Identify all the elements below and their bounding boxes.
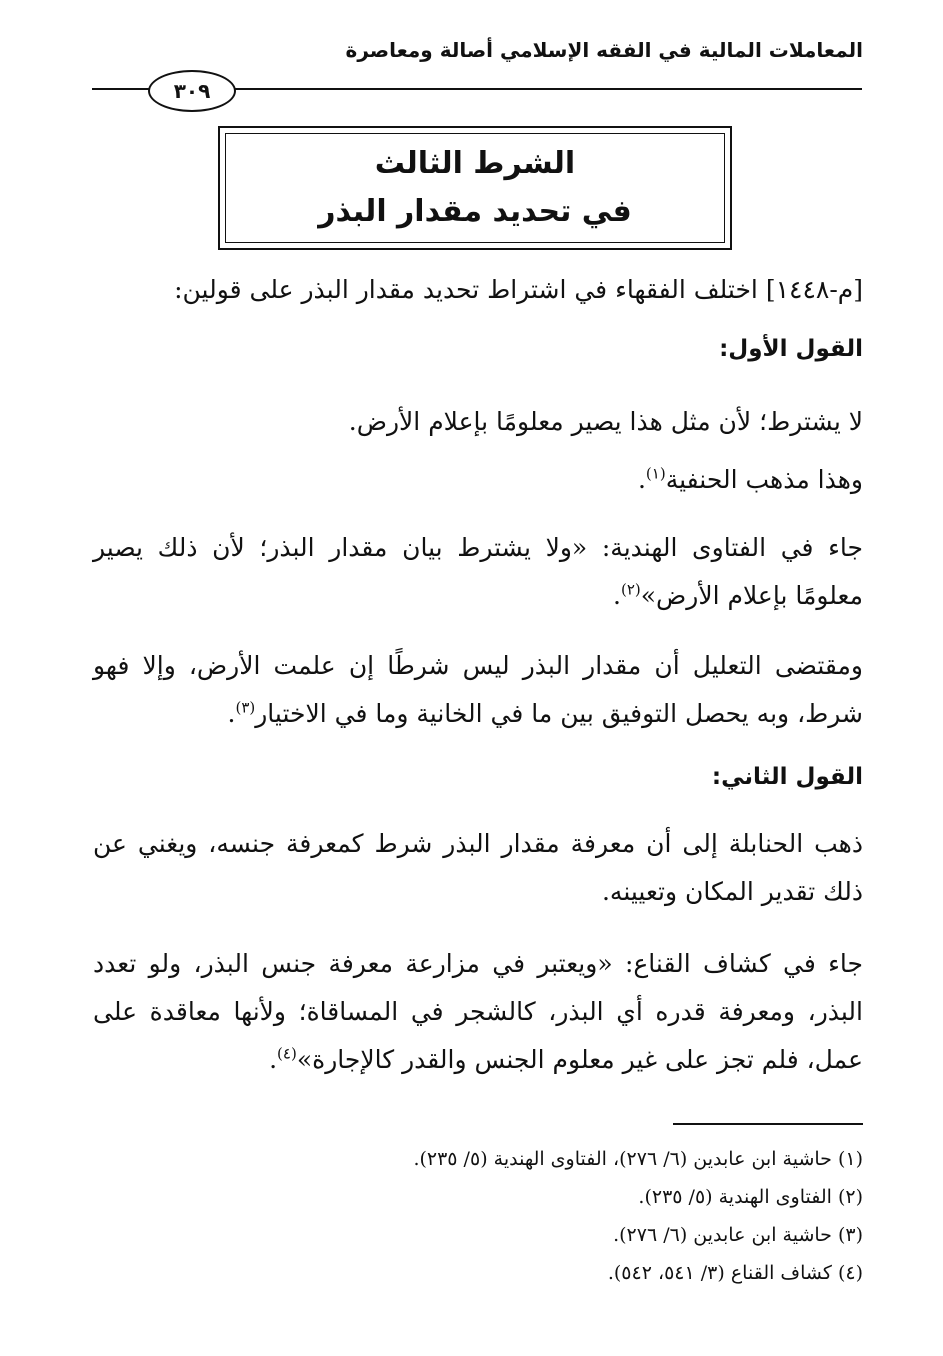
footnotes: [93, 1140, 863, 1292]
footnote-separator: [673, 1123, 863, 1125]
paragraph-first-opinion: لا يشترط؛ لأن مثل هذا يصير معلومًا بإعلام الأرض.: [348, 407, 863, 436]
paragraph-fatawa-hindiyya: جاء في الفتاوى الهندية: «ولا يشترط بيان مقدار البذر؛ لأن ذلك يصير معلومًا بإعلام الأرض»$^{(٢)}$.: [93, 533, 863, 610]
footnote-ref-2: (٢): [620, 580, 641, 599]
page-number: ٣٠٩: [148, 70, 236, 112]
footnote-item: (٣) حاشية ابن عابدين (٦/ ٢٧٦).: [613, 1224, 863, 1246]
footnote-item: (٢) الفتاوى الهندية (٥/ ٢٣٥).: [638, 1186, 863, 1208]
section-title-line-2: في تحديد مقدار البذر: [318, 194, 632, 229]
heading-second-opinion: القول الثاني:: [711, 764, 863, 790]
paragraph-reconciliation: ومقتضى التعليل أن مقدار البذر ليس شرطًا إن علمت الأرض، وإلا فهو شرط، وبه يحصل التوفيق بين ما في الخانية وما في الاختيار$^{(٣)}$.: [93, 651, 863, 728]
section-title-line-1: الشرط الثالث: [374, 146, 576, 181]
paragraph-hanafi: وهذا مذهب الحنفية$^{(١)}$.: [637, 464, 863, 494]
section-title-box: [218, 126, 732, 250]
paragraph-fatawa-hindiyya-text: جاء في الفتاوى الهندية: «ولا يشترط بيان مقدار البذر؛ لأن ذلك يصير معلومًا بإعلام الأرض»: [93, 533, 863, 610]
footnote-ref-1: (١): [645, 464, 666, 483]
paragraph-kashshaf-text: جاء في كشاف القناع: «ويعتبر في مزارعة معرفة جنس البذر، ولو تعدد البذر، ومعرفة قدره أي البذر، كالشجر في المساقاة؛ ولأنها معاقدة على عمل، فلم تجز على غير معلوم الجنس والقدر كالإجارة»: [93, 949, 863, 1074]
footnote-item: (١) حاشية ابن عابدين (٦/ ٢٧٦)، الفتاوى الهندية (٥/ ٢٣٥).: [413, 1148, 863, 1170]
running-header: المعاملات المالية في الفقه الإسلامي أصالة ومعاصرة: [345, 38, 863, 62]
paragraph-kashshaf: جاء في كشاف القناع: «ويعتبر في مزارعة معرفة جنس البذر، ولو تعدد البذر، ومعرفة قدره أي البذر، كالشجر في المساقاة؛ ولأنها معاقدة على عمل، فلم تجز على غير معلوم الجنس والقدر كالإجارة»$^{(٤)}$.: [93, 949, 863, 1074]
paragraph-hanbali: ذهب الحنابلة إلى أن معرفة مقدار البذر شرط كمعرفة جنسه، ويغني عن ذلك تقدير المكان وتعيينه.: [93, 829, 863, 906]
footnote-item: (٤) كشاف القناع (٣/ ٥٤١، ٥٤٢).: [607, 1262, 863, 1284]
heading-first-opinion: القول الأول:: [719, 336, 863, 362]
paragraph-hanafi-text: وهذا مذهب الحنفية: [665, 465, 863, 494]
paragraph-reconciliation-text: ومقتضى التعليل أن مقدار البذر ليس شرطًا إن علمت الأرض، وإلا فهو شرط، وبه يحصل التوفيق بين ما في الخانية وما في الاختيار: [93, 651, 863, 728]
footnote-ref-4: (٤): [277, 1044, 297, 1063]
footnote-ref-3: (٣): [235, 698, 256, 717]
paragraph-intro: [م-١٤٤٨] اختلف الفقهاء في اشتراط تحديد مقدار البذر على قولين:: [174, 275, 863, 304]
